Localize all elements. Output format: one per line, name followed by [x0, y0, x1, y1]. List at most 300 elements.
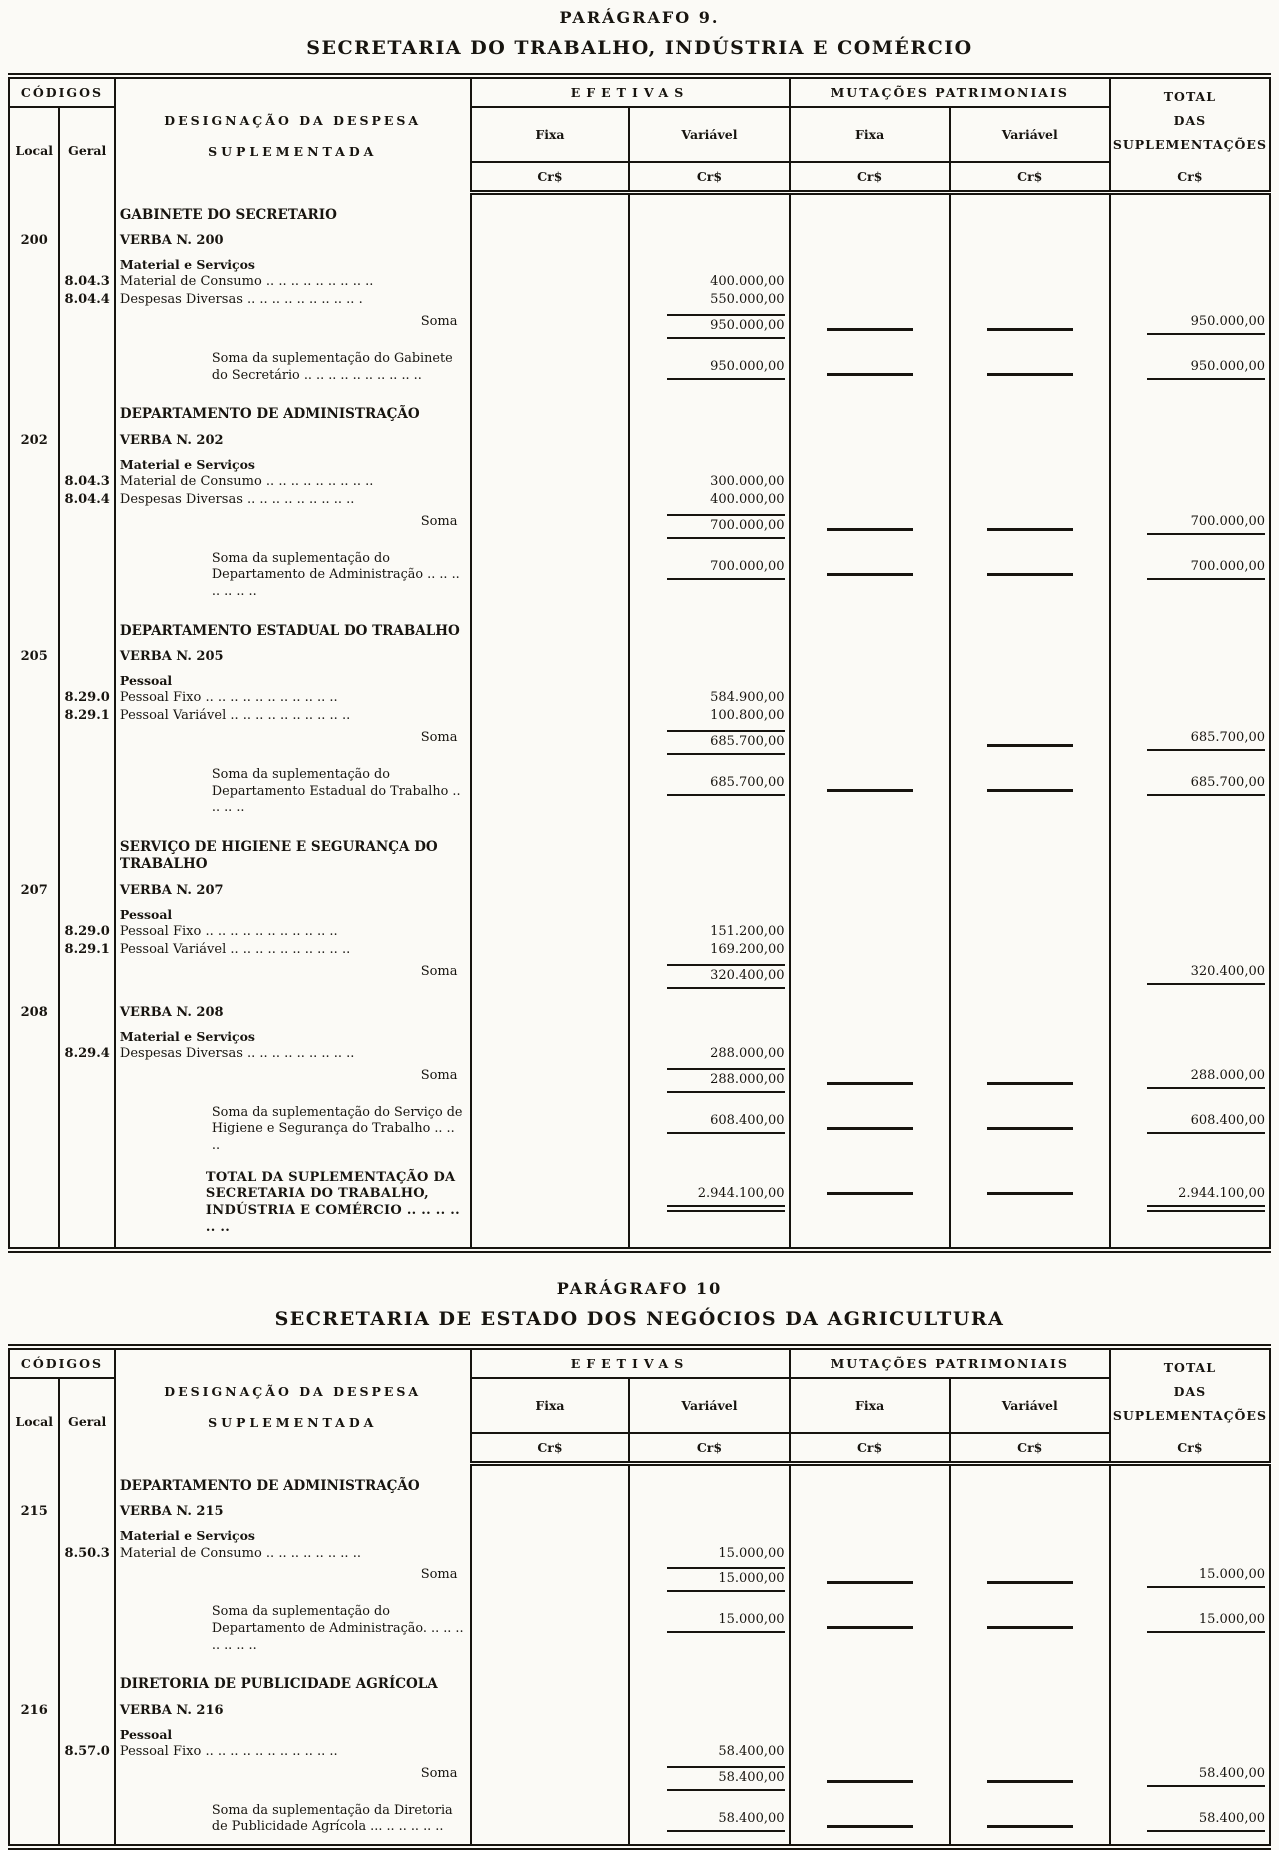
cell-geral-code: [59, 509, 114, 546]
designacao-text: Pessoal: [119, 673, 173, 689]
cell-ve: [629, 473, 789, 491]
cell-fe: [471, 1743, 630, 1761]
cell-tot: [1110, 193, 1270, 225]
cell-ve: [629, 1662, 789, 1694]
cell-local-code: [9, 1662, 59, 1694]
cell-geral-code: [59, 1100, 114, 1163]
table-row: [9, 1045, 1270, 1063]
designacao-text: DEPARTAMENTO ESTADUAL DO TRABALHO: [119, 622, 460, 639]
cell-geral-code: [59, 346, 114, 392]
cell-fe: [471, 546, 630, 609]
cell-ve: [629, 923, 789, 941]
cell-vm: [950, 1163, 1110, 1251]
cell-designacao: [115, 959, 471, 996]
cell-local-code: [9, 309, 59, 346]
cell-ve: [629, 959, 789, 996]
designacao-text: Soma: [420, 314, 458, 330]
cell-local-code: [9, 762, 59, 825]
designacao-text: Despesas Diversas .. .. .. .. .. .. .. .. ..: [119, 1045, 355, 1061]
amount-value: 685.700,00: [667, 775, 785, 796]
cell-local-code: [9, 666, 59, 689]
col-header-total-line3: SUPLEMENTAÇÕES: [1112, 136, 1267, 152]
table-body-agricultura: [9, 1464, 1270, 1847]
cell-fe: [471, 1662, 630, 1694]
cell-geral-code: 8.29.0: [59, 689, 114, 707]
cell-vm: [950, 959, 1110, 996]
cell-designacao: [115, 1743, 471, 1761]
cell-ve: [629, 1464, 789, 1496]
designacao-text: Soma: [420, 1765, 458, 1781]
cell-vm: [950, 666, 1110, 689]
cell-designacao: [115, 273, 471, 291]
table-row: [9, 1521, 1270, 1544]
col-header-total-line3: SUPLEMENTAÇÕES: [1112, 1407, 1267, 1423]
cell-tot: [1110, 450, 1270, 473]
designacao-text: SERVIÇO DE HIGIENE E SEGURANÇA DO TRABALHO: [119, 838, 438, 873]
cell-tot: [1110, 689, 1270, 707]
col-header-total-line1: TOTAL: [1163, 1360, 1217, 1376]
cell-vm: [950, 1694, 1110, 1720]
cell-fm: [790, 473, 950, 491]
cell-fm: [790, 900, 950, 923]
table-row: [9, 825, 1270, 874]
cell-tot: [1110, 1100, 1270, 1163]
designacao-text: Pessoal Fixo .. .. .. .. .. .. .. .. .. .. ..: [119, 924, 338, 940]
col-header-mutacoes-variavel: Variável: [950, 1378, 1110, 1433]
designacao-text: DIRETORIA DE PUBLICIDADE AGRÍCOLA: [119, 1676, 438, 1693]
cell-tot: [1110, 1599, 1270, 1662]
col-header-efetivas: EFETIVAS: [471, 1347, 790, 1378]
cell-vm: [950, 309, 1110, 346]
col-header-total-line1: TOTAL: [1163, 89, 1217, 104]
currency-header-efetivas-fixa: Cr$: [471, 1433, 630, 1464]
cell-local-code: [9, 923, 59, 941]
cell-local-code: [9, 273, 59, 291]
designacao-text: Material e Serviços: [119, 456, 255, 472]
cell-tot: [1110, 825, 1270, 874]
cell-ve: [629, 193, 789, 225]
cell-fm: [790, 250, 950, 273]
table-row: [9, 996, 1270, 1022]
cell-local-code: [9, 689, 59, 707]
cell-designacao: [115, 1599, 471, 1662]
cell-geral-code: [59, 874, 114, 900]
cell-fm: [790, 1022, 950, 1045]
cell-vm: [950, 707, 1110, 725]
col-header-codigos: CÓDIGOS: [9, 1347, 115, 1378]
cell-local-code: 202: [9, 424, 59, 450]
cell-ve: [629, 1495, 789, 1521]
table-row: [9, 609, 1270, 641]
table-row: [9, 392, 1270, 424]
cell-local-code: 207: [9, 874, 59, 900]
table-row: [9, 1545, 1270, 1563]
col-header-geral: Geral: [59, 1378, 114, 1464]
table-body-trabalho: [9, 193, 1270, 1250]
cell-fe: [471, 762, 630, 825]
table-row: [9, 1100, 1270, 1163]
cell-tot: [1110, 273, 1270, 291]
cell-designacao: [115, 1163, 471, 1251]
cell-geral-code: 8.29.1: [59, 941, 114, 959]
cell-local-code: [9, 346, 59, 392]
designacao-text: Material e Serviços: [119, 257, 255, 273]
cell-vm: [950, 193, 1110, 225]
cell-fe: [471, 450, 630, 473]
cell-fe: [471, 509, 630, 546]
cell-fm: [790, 825, 950, 874]
designacao-text: Pessoal Variável .. .. .. .. .. .. .. .. .. ..: [119, 708, 351, 724]
table-row: [9, 1022, 1270, 1045]
currency-header-mutacoes-fixa: Cr$: [790, 162, 950, 193]
amount-value: 950.000,00: [1147, 359, 1265, 380]
cell-geral-code: [59, 1063, 114, 1100]
designacao-text: DEPARTAMENTO DE ADMINISTRAÇÃO: [119, 1477, 420, 1494]
cell-vm: [950, 546, 1110, 609]
cell-tot: [1110, 1464, 1270, 1496]
designacao-text: Soma: [420, 1567, 458, 1583]
cell-fm: [790, 1464, 950, 1496]
cell-local-code: [9, 546, 59, 609]
cell-vm: [950, 1045, 1110, 1063]
nil-dash: [987, 1127, 1073, 1130]
cell-designacao: [115, 762, 471, 825]
cell-fm: [790, 1063, 950, 1100]
nil-dash: [987, 573, 1073, 576]
paragraph-9-heading: PARÁGRAFO 9.: [559, 8, 720, 27]
amount-value: 400.000,00: [710, 491, 785, 507]
cell-geral-code: [59, 1163, 114, 1251]
cell-ve: [629, 941, 789, 959]
cell-designacao: [115, 1495, 471, 1521]
cell-fe: [471, 1798, 630, 1847]
cell-fm: [790, 309, 950, 346]
table-row: [9, 193, 1270, 225]
nil-dash: [827, 373, 913, 376]
cell-geral-code: [59, 546, 114, 609]
cell-ve: [629, 1599, 789, 1662]
table-row: [9, 450, 1270, 473]
table-row: [9, 424, 1270, 450]
cell-designacao: [115, 900, 471, 923]
cell-designacao: [115, 825, 471, 874]
designacao-text: Soma da suplementação do Departamento de Administração .. .. .. .. .. .. ..: [211, 550, 460, 599]
cell-fe: [471, 1045, 630, 1063]
cell-ve: [629, 491, 789, 509]
cell-geral-code: 8.29.1: [59, 707, 114, 725]
amount-value: 288.000,00: [667, 1068, 785, 1093]
table-row: [9, 1495, 1270, 1521]
cell-vm: [950, 509, 1110, 546]
paragraph-10-heading: PARÁGRAFO 10: [556, 1279, 723, 1299]
cell-designacao: [115, 874, 471, 900]
amount-value: 58.400,00: [667, 1766, 785, 1791]
nil-dash: [827, 1082, 913, 1085]
cell-tot: [1110, 1045, 1270, 1063]
cell-vm: [950, 762, 1110, 825]
col-header-efetivas-variavel: Variável: [629, 107, 789, 162]
amount-value: 700.000,00: [667, 514, 785, 539]
cell-fm: [790, 224, 950, 250]
cell-geral-code: [59, 959, 114, 996]
designacao-text: Material de Consumo .. .. .. .. .. .. .. ..: [119, 1545, 361, 1561]
amount-value: 685.700,00: [667, 730, 785, 755]
cell-fm: [790, 1599, 950, 1662]
designacao-text: VERBA N. 200: [119, 233, 224, 249]
cell-ve: [629, 640, 789, 666]
amount-value: 685.700,00: [1147, 775, 1265, 796]
cell-geral-code: [59, 1662, 114, 1694]
table-row: [9, 725, 1270, 762]
cell-vm: [950, 1495, 1110, 1521]
cell-fm: [790, 666, 950, 689]
cell-fe: [471, 309, 630, 346]
cell-tot: [1110, 1761, 1270, 1798]
cell-designacao: [115, 1100, 471, 1163]
nil-dash: [827, 789, 913, 792]
cell-designacao: [115, 996, 471, 1022]
nil-dash: [987, 789, 1073, 792]
cell-fm: [790, 491, 950, 509]
cell-fm: [790, 1163, 950, 1251]
amount-value: 608.400,00: [1147, 1113, 1265, 1134]
cell-designacao: [115, 707, 471, 725]
cell-tot: [1110, 900, 1270, 923]
col-header-total: [1110, 76, 1270, 162]
amount-value: 58.400,00: [1147, 1766, 1265, 1787]
cell-tot: [1110, 346, 1270, 392]
amount-value: 400.000,00: [710, 274, 785, 290]
designacao-text: TOTAL DA SUPLEMENTAÇÃO DA SECRETARIA DO TRABALHO, INDÚSTRIA E COMÉRCIO .. .. .. .. .. ..: [205, 1169, 460, 1236]
designacao-text: DEPARTAMENTO DE ADMINISTRAÇÃO: [119, 406, 420, 423]
designacao-text: VERBA N. 215: [119, 1504, 224, 1520]
nil-dash: [987, 328, 1073, 331]
cell-local-code: 205: [9, 640, 59, 666]
cell-fm: [790, 1720, 950, 1743]
cell-ve: [629, 1761, 789, 1798]
cell-geral-code: [59, 640, 114, 666]
nil-dash: [827, 328, 913, 331]
amount-value: 608.400,00: [667, 1113, 785, 1134]
cell-geral-code: [59, 309, 114, 346]
cell-local-code: [9, 1100, 59, 1163]
cell-designacao: [115, 941, 471, 959]
nil-dash: [827, 528, 913, 531]
cell-local-code: [9, 959, 59, 996]
cell-vm: [950, 250, 1110, 273]
cell-vm: [950, 224, 1110, 250]
table-row: [9, 1761, 1270, 1798]
table-row: [9, 923, 1270, 941]
col-header-designacao: [115, 1347, 471, 1464]
cell-ve: [629, 450, 789, 473]
amount-value: 169.200,00: [710, 941, 785, 957]
cell-tot: [1110, 959, 1270, 996]
cell-geral-code: [59, 666, 114, 689]
table-row: [9, 762, 1270, 825]
cell-vm: [950, 450, 1110, 473]
cell-fe: [471, 224, 630, 250]
cell-ve: [629, 609, 789, 641]
cell-geral-code: [59, 1022, 114, 1045]
cell-ve: [629, 1521, 789, 1544]
cell-ve: [629, 250, 789, 273]
cell-local-code: [9, 1045, 59, 1063]
table-row: [9, 1662, 1270, 1694]
table-row: [9, 273, 1270, 291]
cell-tot: [1110, 707, 1270, 725]
designacao-text: Pessoal Variável .. .. .. .. .. .. .. .. .. ..: [119, 941, 351, 957]
cell-vm: [950, 346, 1110, 392]
designacao-text: Soma da suplementação do Gabinete do Secretário .. .. .. .. .. .. .. .. .. ..: [211, 351, 453, 383]
amount-value: 288.000,00: [1147, 1068, 1265, 1089]
cell-fe: [471, 346, 630, 392]
cell-designacao: [115, 689, 471, 707]
cell-fe: [471, 996, 630, 1022]
table-row: [9, 874, 1270, 900]
nil-dash: [827, 1192, 913, 1195]
nil-dash: [827, 1581, 913, 1584]
cell-local-code: [9, 1163, 59, 1251]
designacao-text: VERBA N. 207: [119, 882, 224, 898]
cell-local-code: [9, 1743, 59, 1761]
cell-fm: [790, 959, 950, 996]
nil-dash: [987, 1626, 1073, 1629]
secretaria-trabalho-title: SECRETARIA DO TRABALHO, INDÚSTRIA E COMÉRCIO: [306, 37, 973, 59]
nil-dash: [827, 1780, 913, 1783]
cell-vm: [950, 1798, 1110, 1847]
cell-geral-code: [59, 250, 114, 273]
amount-value: 320.400,00: [1147, 964, 1265, 985]
cell-fe: [471, 473, 630, 491]
cell-tot: [1110, 509, 1270, 546]
designacao-text: Pessoal Fixo .. .. .. .. .. .. .. .. .. .. ..: [119, 690, 338, 706]
cell-fe: [471, 193, 630, 225]
cell-designacao: [115, 193, 471, 225]
cell-ve: [629, 291, 789, 309]
cell-fe: [471, 825, 630, 874]
cell-geral-code: [59, 193, 114, 225]
cell-vm: [950, 996, 1110, 1022]
cell-fe: [471, 1100, 630, 1163]
cell-vm: [950, 725, 1110, 762]
cell-fe: [471, 609, 630, 641]
cell-ve: [629, 1720, 789, 1743]
cell-tot: [1110, 640, 1270, 666]
table-row: [9, 707, 1270, 725]
table-header: [9, 76, 1270, 193]
cell-vm: [950, 1063, 1110, 1100]
cell-tot: [1110, 762, 1270, 825]
cell-vm: [950, 424, 1110, 450]
table-row: [9, 1063, 1270, 1100]
table-header: [9, 1347, 1270, 1464]
cell-ve: [629, 900, 789, 923]
col-header-designacao: [115, 76, 471, 193]
amount-value: 15.000,00: [667, 1612, 785, 1633]
cell-geral-code: [59, 450, 114, 473]
cell-local-code: 208: [9, 996, 59, 1022]
cell-local-code: [9, 1599, 59, 1662]
cell-fe: [471, 900, 630, 923]
cell-designacao: [115, 1798, 471, 1847]
cell-tot: [1110, 392, 1270, 424]
cell-vm: [950, 941, 1110, 959]
nil-dash: [987, 1192, 1073, 1195]
amount-value: 100.800,00: [710, 708, 785, 724]
table-row: [9, 640, 1270, 666]
table-row: [9, 224, 1270, 250]
amount-value: 700.000,00: [1147, 559, 1265, 580]
cell-geral-code: [59, 1599, 114, 1662]
cell-fm: [790, 1495, 950, 1521]
cell-geral-code: [59, 1562, 114, 1599]
cell-designacao: [115, 424, 471, 450]
amount-value: 2.944.100,00: [667, 1186, 785, 1213]
cell-fm: [790, 1100, 950, 1163]
amount-value: 950.000,00: [1147, 314, 1265, 335]
cell-vm: [950, 1761, 1110, 1798]
cell-local-code: 216: [9, 1694, 59, 1720]
cell-geral-code: [59, 825, 114, 874]
cell-ve: [629, 273, 789, 291]
col-header-mutacoes: MUTAÇÕES PATRIMONIAIS: [790, 1347, 1110, 1378]
cell-local-code: [9, 392, 59, 424]
cell-ve: [629, 666, 789, 689]
table-row: [9, 509, 1270, 546]
table-row: [9, 309, 1270, 346]
cell-fm: [790, 1743, 950, 1761]
cell-fm: [790, 291, 950, 309]
cell-designacao: [115, 1521, 471, 1544]
cell-vm: [950, 273, 1110, 291]
table-row: [9, 1562, 1270, 1599]
cell-tot: [1110, 424, 1270, 450]
amount-value: 58.400,00: [1147, 1811, 1265, 1832]
designacao-text: Soma da suplementação do Serviço de Higiene e Segurança do Trabalho .. .. ..: [211, 1104, 463, 1153]
table-row: [9, 291, 1270, 309]
amount-value: 685.700,00: [1147, 730, 1265, 751]
designacao-text: Soma da suplementação do Departamento Estadual do Trabalho .. .. .. ..: [211, 766, 461, 816]
designacao-text: Material e Serviços: [119, 1528, 255, 1544]
nil-dash: [987, 1581, 1073, 1584]
cell-fm: [790, 640, 950, 666]
col-header-total-line2: DAS: [1173, 1383, 1207, 1399]
table-row: [9, 1464, 1270, 1496]
cell-designacao: [115, 309, 471, 346]
currency-header-total: Cr$: [1110, 162, 1270, 193]
cell-vm: [950, 1562, 1110, 1599]
cell-vm: [950, 1100, 1110, 1163]
cell-vm: [950, 923, 1110, 941]
cell-fm: [790, 1562, 950, 1599]
cell-geral-code: [59, 392, 114, 424]
cell-fe: [471, 424, 630, 450]
cell-designacao: [115, 1045, 471, 1063]
table-row: [9, 546, 1270, 609]
cell-geral-code: [59, 1798, 114, 1847]
amount-value: 151.200,00: [710, 924, 785, 940]
cell-tot: [1110, 725, 1270, 762]
cell-local-code: [9, 291, 59, 309]
cell-vm: [950, 291, 1110, 309]
cell-ve: [629, 874, 789, 900]
cell-fm: [790, 193, 950, 225]
cell-vm: [950, 1022, 1110, 1045]
nil-dash: [827, 573, 913, 576]
cell-fe: [471, 1562, 630, 1599]
cell-fm: [790, 424, 950, 450]
